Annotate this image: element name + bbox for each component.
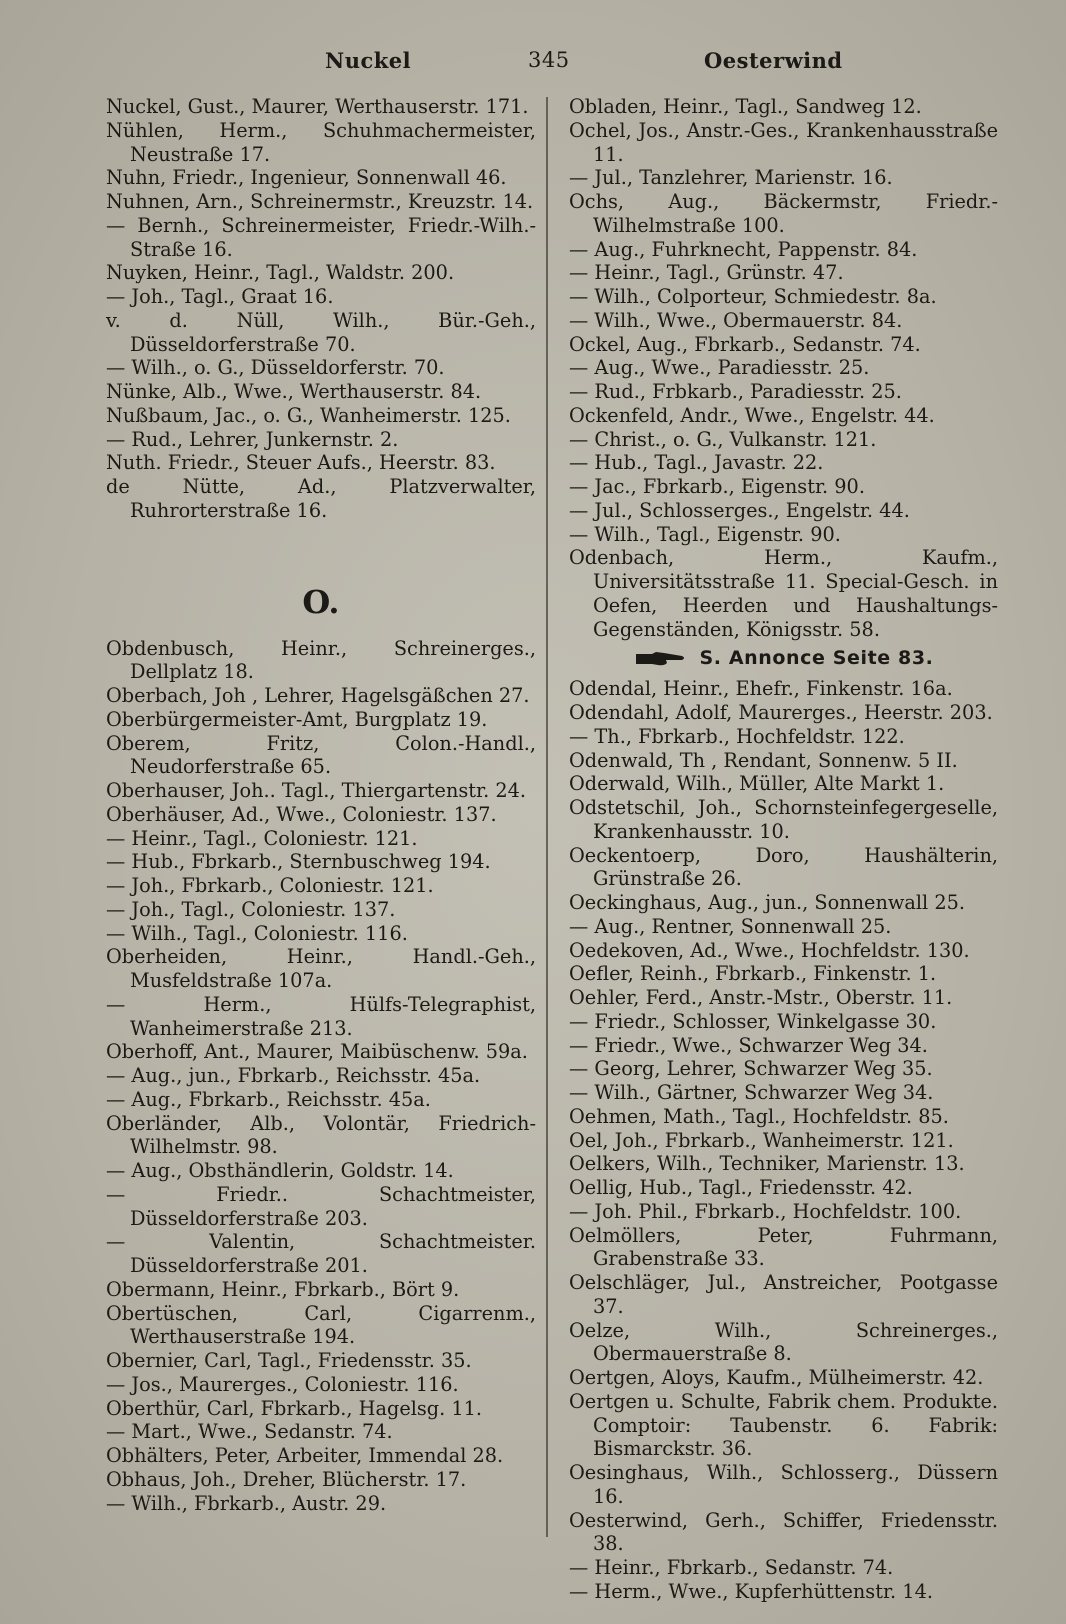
directory-entry: Oberhauser, Joh.. Tagl., Thiergartenstr. 24. xyxy=(106,779,527,802)
directory-entry: — Wilh., Tagl., Coloniestr. 116. xyxy=(106,921,408,945)
directory-entry: — Aug., Rentner, Sonnenwall 25. xyxy=(569,914,892,938)
directory-entry: Nuhnen, Arn., Schreinermstr., Kreuzstr. 14. xyxy=(106,190,534,213)
directory-entry: — Christ., o. G., Vulkanstr. 121. xyxy=(569,427,877,451)
directory-entry: — Georg, Lehrer, Schwarzer Weg 35. xyxy=(569,1057,933,1081)
directory-entry: — Rud., Lehrer, Junkernstr. 2. xyxy=(106,427,399,451)
directory-entry: — Wilh., Wwe., Obermauerstr. 84. xyxy=(569,308,903,332)
directory-entry: Obdenbusch, Heinr., Schreinerges., Dellplatz 18. xyxy=(106,636,536,684)
directory-entry: Oberhäuser, Ad., Wwe., Coloniestr. 137. xyxy=(106,802,497,826)
directory-entry: Oelschläger, Jul., Anstreicher, Pootgasse 37. xyxy=(569,1271,998,1318)
directory-entry: — Jos., Maurerges., Coloniestr. 116. xyxy=(106,1372,459,1396)
directory-entry: Nußbaum, Jac., o. G., Wanheimerstr. 125. xyxy=(106,403,511,427)
directory-entry: Oedekoven, Ad., Wwe., Hochfeldstr. 130. xyxy=(569,938,970,962)
directory-entry: Oertgen u. Schulte, Fabrik chem. Produkte. Comptoir: Taubenstr. 6. Fabrik: Bismarckstr. 36. xyxy=(569,1389,998,1461)
directory-entry: — Joh., Tagl., Coloniestr. 137. xyxy=(106,897,396,921)
directory-entry: Ockenfeld, Andr., Wwe., Engelstr. 44. xyxy=(569,403,935,427)
directory-entry: Obhälters, Peter, Arbeiter, Immendal 28. xyxy=(106,1444,504,1467)
directory-entry: Oelmöllers, Peter, Fuhrmann, Grabenstraße 33. xyxy=(569,1223,998,1271)
directory-entry: Obermann, Heinr., Fbrkarb., Bört 9. xyxy=(106,1277,460,1301)
directory-entry: Oberthür, Carl, Fbrkarb., Hagelsg. 11. xyxy=(106,1396,483,1420)
header-last-entry: Oesterwind xyxy=(704,48,843,73)
directory-entry: Oelze, Wilh., Schreinerges., Obermauerstraße 8. xyxy=(569,1318,998,1366)
directory-entry: — Herm., Hülfs-Telegraphist, Wanheimerstraße 213. xyxy=(106,992,536,1040)
directory-entry: — Aug., Obsthändlerin, Goldstr. 14. xyxy=(106,1159,454,1182)
header-first-entry: Nuckel xyxy=(325,48,412,73)
directory-entry: Nuhn, Friedr., Ingenieur, Sonnenwall 46. xyxy=(106,166,507,190)
directory-entry: Nuckel, Gust., Maurer, Werthauserstr. 171. xyxy=(106,95,529,118)
directory-entry: Oesterwind, Gerh., Schiffer, Friedensstr. 38. xyxy=(569,1508,998,1556)
directory-entry: Oberbach, Joh , Lehrer, Hagelsgäßchen 27. xyxy=(106,684,530,707)
directory-entry: v. d. Nüll, Wilh., Bür.-Geh., Düsseldorferstraße 70. xyxy=(106,308,536,356)
section-heading-o: O. xyxy=(302,582,340,621)
directory-entry: Oeckentoerp, Doro, Haushälterin, Grünstraße 26. xyxy=(569,843,998,891)
annonce-text: S. Annonce Seite 83. xyxy=(699,647,934,670)
directory-entry: Odendahl, Adolf, Maurerges., Heerstr. 203. xyxy=(569,701,993,724)
right-column xyxy=(569,95,998,1604)
directory-entry: — Herm., Wwe., Kupferhüttenstr. 14. xyxy=(569,1579,933,1603)
directory-entry: Oesinghaus, Wilh., Schlosserg., Düssern 16. xyxy=(569,1461,998,1508)
directory-entry: — Heinr., Tagl., Grünstr. 47. xyxy=(569,261,844,285)
directory-entry: Oderwald, Wilh., Müller, Alte Markt 1. xyxy=(569,772,945,796)
directory-entry: Oberländer, Alb., Volontär, Friedrich-Wilhelmstr. 98. xyxy=(106,1111,536,1159)
left-column xyxy=(106,95,536,1515)
pointing-hand-icon xyxy=(634,650,686,668)
directory-entry: — Joh., Fbrkarb., Coloniestr. 121. xyxy=(106,874,434,897)
directory-entry: — Hub., Tagl., Javastr. 22. xyxy=(569,451,824,475)
directory-entry: — Valentin, Schachtmeister. Düsseldorferstraße 201. xyxy=(106,1230,536,1277)
entry-list-right-top xyxy=(569,95,998,641)
directory-entry: Oehler, Ferd., Anstr.-Mstr., Oberstr. 11. xyxy=(569,986,953,1009)
directory-entry: Oefler, Reinh., Fbrkarb., Finkenstr. 1. xyxy=(569,962,937,986)
page-number: 345 xyxy=(528,48,570,72)
directory-entry: Ochel, Jos., Anstr.-Ges., Krankenhausstraße 11. xyxy=(569,118,998,166)
entry-list-n xyxy=(106,95,536,523)
directory-entry: — Th., Fbrkarb., Hochfeldstr. 122. xyxy=(569,724,905,748)
directory-entry: — Wilh., Fbrkarb., Austr. 29. xyxy=(106,1491,387,1515)
directory-entry: Nuth. Friedr., Steuer Aufs., Heerstr. 83. xyxy=(106,451,496,475)
directory-entry: — Joh., Tagl., Graat 16. xyxy=(106,285,334,308)
directory-entry: — Friedr.. Schachtmeister, Düsseldorferstraße 203. xyxy=(106,1182,536,1230)
directory-entry: — Wilh., Colporteur, Schmiedestr. 8a. xyxy=(569,285,937,308)
directory-entry: Oeckinghaus, Aug., jun., Sonnenwall 25. xyxy=(569,891,965,914)
directory-entry: — Friedr., Wwe., Schwarzer Weg 34. xyxy=(569,1033,928,1057)
directory-entry: — Jul., Tanzlehrer, Marienstr. 16. xyxy=(569,166,893,190)
directory-entry: — Friedr., Schlosser, Winkelgasse 30. xyxy=(569,1009,937,1033)
directory-entry: Nühlen, Herm., Schuhmachermeister, Neustraße 17. xyxy=(106,118,536,166)
directory-entry: Nuyken, Heinr., Tagl., Waldstr. 200. xyxy=(106,261,455,285)
directory-entry: Obernier, Carl, Tagl., Friedensstr. 35. xyxy=(106,1349,472,1372)
directory-entry: Oberbürgermeister-Amt, Burgplatz 19. xyxy=(106,707,488,731)
directory-entry: — Aug., Wwe., Paradiesstr. 25. xyxy=(569,356,870,380)
directory-entry: — Mart., Wwe., Sedanstr. 74. xyxy=(106,1420,393,1444)
directory-entry: de Nütte, Ad., Platzverwalter, Ruhrorterstraße 16. xyxy=(106,475,536,522)
directory-entry: Oellig, Hub., Tagl., Friedensstr. 42. xyxy=(569,1176,913,1199)
directory-entry: Odenbach, Herm., Kaufm., Universitätsstraße 11. Special-Gesch. in Oefen, Heerden und Haushaltungs-Gegenständen, Königsstr. 58. xyxy=(569,546,998,641)
entry-list-o xyxy=(106,637,536,1516)
directory-entry: Odstetschil, Joh., Schornsteinfegergeselle, Krankenhausstr. 10. xyxy=(569,796,998,843)
directory-entry: — Wilh., Gärtner, Schwarzer Weg 34. xyxy=(569,1081,934,1104)
directory-entry: — Wilh., o. G., Düsseldorferstr. 70. xyxy=(106,356,445,380)
directory-entry: Oberhoff, Ant., Maurer, Maibüschenw. 59a. xyxy=(106,1040,528,1064)
directory-entry: — Jac., Fbrkarb., Eigenstr. 90. xyxy=(569,475,865,498)
directory-entry: — Aug., Fbrkarb., Reichsstr. 45a. xyxy=(106,1087,431,1111)
directory-entry: Obhaus, Joh., Dreher, Blücherstr. 17. xyxy=(106,1467,467,1491)
directory-entry: — Jul., Schlosserges., Engelstr. 44. xyxy=(569,498,910,522)
column-divider xyxy=(546,97,548,1537)
annonce-reference xyxy=(569,641,998,677)
directory-entry: — Bernh., Schreinermeister, Friedr.-Wilh.-Straße 16. xyxy=(106,213,536,261)
directory-entry: Obertüschen, Carl, Cigarrenm., Werthauserstraße 194. xyxy=(106,1301,536,1349)
directory-entry: — Wilh., Tagl., Eigenstr. 90. xyxy=(569,522,841,546)
directory-entry: Oehmen, Math., Tagl., Hochfeldstr. 85. xyxy=(569,1104,949,1128)
directory-entry: — Heinr., Tagl., Coloniestr. 121. xyxy=(106,826,418,850)
directory-entry: — Heinr., Fbrkarb., Sedanstr. 74. xyxy=(569,1556,894,1579)
page-header xyxy=(0,48,1066,84)
directory-entry: — Hub., Fbrkarb., Sternbuschweg 194. xyxy=(106,850,491,874)
directory-entry: — Aug., jun., Fbrkarb., Reichsstr. 45a. xyxy=(106,1064,481,1087)
directory-entry: — Joh. Phil., Fbrkarb., Hochfeldstr. 100. xyxy=(569,1199,962,1223)
directory-entry: — Rud., Frbkarb., Paradiesstr. 25. xyxy=(569,380,902,403)
directory-entry: Nünke, Alb., Wwe., Werthauserstr. 84. xyxy=(106,380,482,403)
directory-entry: Oelkers, Wilh., Techniker, Marienstr. 13. xyxy=(569,1152,965,1176)
directory-entry: Oberem, Fritz, Colon.-Handl., Neudorferstraße 65. xyxy=(106,731,536,779)
directory-entry: Ochs, Aug., Bäckermstr, Friedr.-Wilhelmstraße 100. xyxy=(569,190,998,237)
directory-entry: Oberheiden, Heinr., Handl.-Geh., Musfeldstraße 107a. xyxy=(106,945,536,992)
directory-entry: Oertgen, Aloys, Kaufm., Mülheimerstr. 42. xyxy=(569,1366,984,1389)
directory-entry: Obladen, Heinr., Tagl., Sandweg 12. xyxy=(569,95,922,118)
directory-entry: — Aug., Fuhrknecht, Pappenstr. 84. xyxy=(569,237,918,261)
entry-list-right-bottom xyxy=(569,677,998,1603)
directory-entry: Oel, Joh., Fbrkarb., Wanheimerstr. 121. xyxy=(569,1128,954,1152)
directory-entry: Odenwald, Th , Rendant, Sonnenw. 5 II. xyxy=(569,748,958,772)
directory-entry: Ockel, Aug., Fbrkarb., Sedanstr. 74. xyxy=(569,332,921,356)
directory-entry: Odendal, Heinr., Ehefr., Finkenstr. 16a. xyxy=(569,677,953,701)
